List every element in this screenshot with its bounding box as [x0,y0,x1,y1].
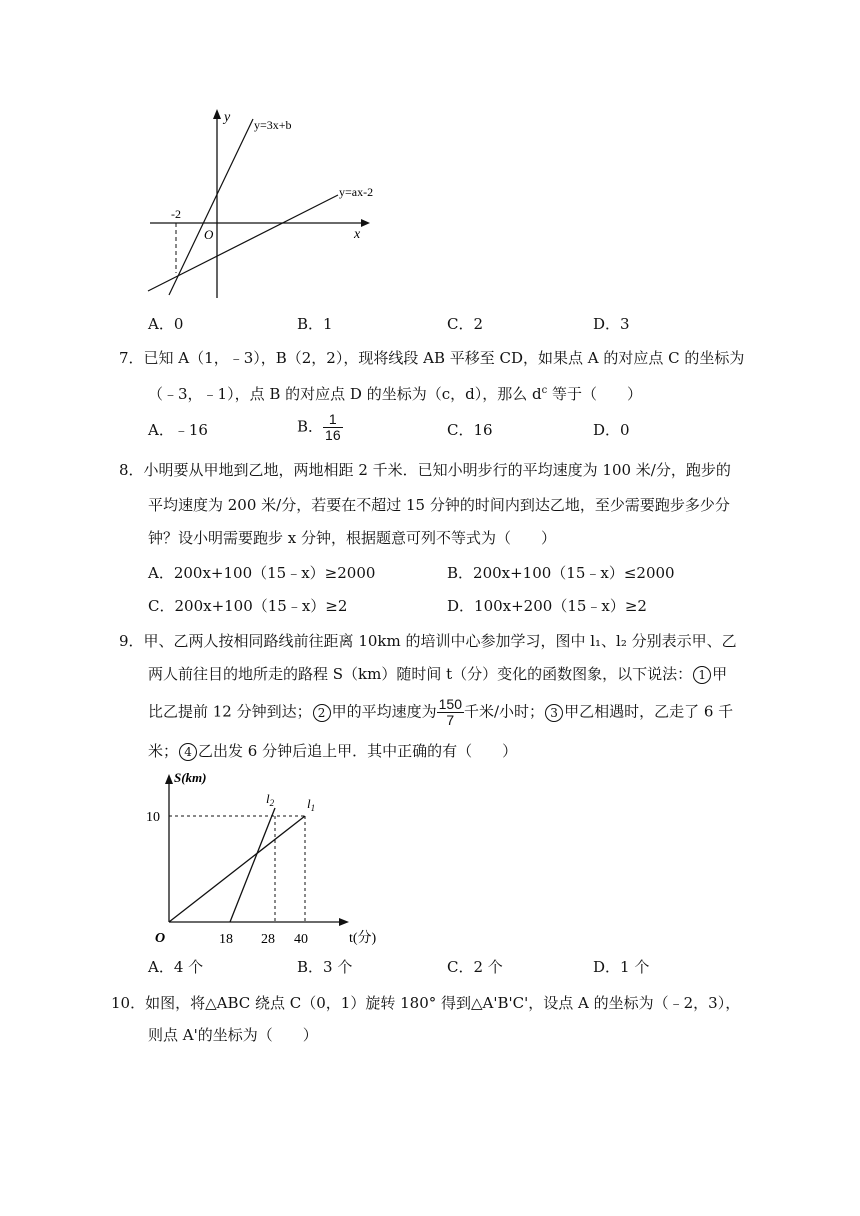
x-axis-arrow [361,219,370,227]
fraction-numerator: 150 [438,696,462,712]
line-l1 [169,816,305,922]
tick-10: 10 [146,810,160,825]
q7-exponent: c [541,385,548,396]
q7-option-a[interactable]: A．﹣16 [148,421,208,439]
q6-option-a[interactable]: A．0 [148,315,184,333]
q9-line-3-d: 甲乙相遇时，乙走了 6 千 [564,702,734,721]
circled-4: 4 [179,743,197,761]
origin-label: O [155,931,166,946]
q6-option-c[interactable]: C．2 [447,315,484,333]
q9-option-a[interactable]: A．4 个 [148,958,204,976]
q7-line-1: 7．已知 A（1，﹣3），B（2，2），现将线段 AB 平移至 CD，如果点 A 的对应点 C 的坐标为 [119,349,745,367]
q10-line-1: 10．如图，将△ABC 绕点 C（0，1）旋转 180° 得到△A'B'C'，设点 A 的坐标为（﹣2，3）， [111,994,741,1012]
q8-option-a[interactable]: A．200x+100（15﹣x）≥2000 [148,564,376,582]
distance-time-graph [135,768,395,954]
q8-line-2: 平均速度为 200 米/分，若要在不超过 15 分钟的时间内到达乙地，至少需要跑步多少分 [148,496,730,514]
q7-line-2-text: （﹣3，﹣1），点 B 的对应点 D 的坐标为（c，d），那么 d [148,385,542,403]
q9-line-2 [148,664,727,684]
q9-line-4-b: 乙出发 6 分钟后追上甲．其中正确的有（ ） [198,742,518,760]
tick-neg2: -2 [171,207,181,221]
q8-line-1: 8．小明要从甲地到乙地，两地相距 2 千米．已知小明步行的平均速度为 100 米/分，跑步的 [119,461,731,479]
q9-line-2-text: 两人前往目的地所走的路程 S（km）随时间 t（分）变化的函数图象，以下说法： [148,665,693,683]
speed-fraction [437,697,464,728]
q7-line-2-end: 等于（ ） [547,385,642,403]
q7-option-b-prefix: B． [297,417,324,436]
tick-40: 40 [294,932,308,947]
q9-line-4-a: 米； [148,742,179,760]
q9-line-1: 9．甲、乙两人按相同路线前往距离 10km 的培训中心参加学习，图中 l₁、l₂ 分别表示甲、乙 [119,632,737,650]
s-axis-label: S(km) [174,770,207,785]
q7-option-c[interactable]: C．16 [447,421,493,439]
label-y-ax-2: y=ax-2 [339,185,374,199]
fraction-denominator: 7 [446,712,455,728]
t-axis-arrow [339,918,349,926]
q8-option-d[interactable]: D．100x+200（15﹣x）≥2 [447,597,647,615]
q9-option-d[interactable]: D．1 个 [593,958,650,976]
q8-line-3: 钟？设小明需要跑步 x 分钟，根据题意可列不等式为（ ） [148,529,556,547]
circled-3: 3 [545,704,563,722]
q9-line-4 [148,741,517,761]
q6-option-d[interactable]: D．3 [593,315,630,333]
q7-option-b-fraction [323,412,343,443]
s-axis-arrow [165,774,173,784]
t-axis-label: t(分) [349,931,377,946]
q9-line-3-c: 千米/小时； [464,702,545,721]
q9-line-3-a: 比乙提前 12 分钟到达； [148,702,312,721]
q8-option-b[interactable]: B．200x+100（15﹣x）≤2000 [447,564,675,582]
line-y-3x-b [169,119,253,295]
q7-option-d[interactable]: D．0 [593,421,630,439]
q7-line-2 [148,381,642,404]
x-axis-label: x [354,227,361,242]
l2-label: $l_2$ [266,791,275,808]
q6-option-b[interactable]: B．1 [297,315,333,333]
q9-line-3 [148,697,733,728]
q10-line-2: 则点 A'的坐标为（ ） [148,1026,318,1044]
tick-18: 18 [219,932,233,947]
tick-28: 28 [261,932,275,947]
q9-line-3-b: 甲的平均速度为 [331,702,437,721]
q7-option-b[interactable] [297,412,343,443]
circled-2: 2 [313,704,331,722]
origin-label: O [204,227,214,242]
q9-option-b[interactable]: B．3 个 [297,958,353,976]
linear-functions-graph [140,105,380,305]
y-axis-arrow [213,109,221,119]
l1-label: $l_1$ [307,796,316,813]
fraction-numerator: 1 [323,412,343,428]
circled-1: 1 [693,666,711,684]
q9-line-2-end: 甲 [712,665,728,683]
y-axis-label: y [224,110,231,125]
line-l2 [230,808,275,922]
label-y-3x-b: y=3x+b [254,118,292,132]
q8-option-c[interactable]: C．200x+100（15﹣x）≥2 [148,597,348,615]
q9-option-c[interactable]: C．2 个 [447,958,503,976]
fraction-denominator: 16 [325,427,341,443]
